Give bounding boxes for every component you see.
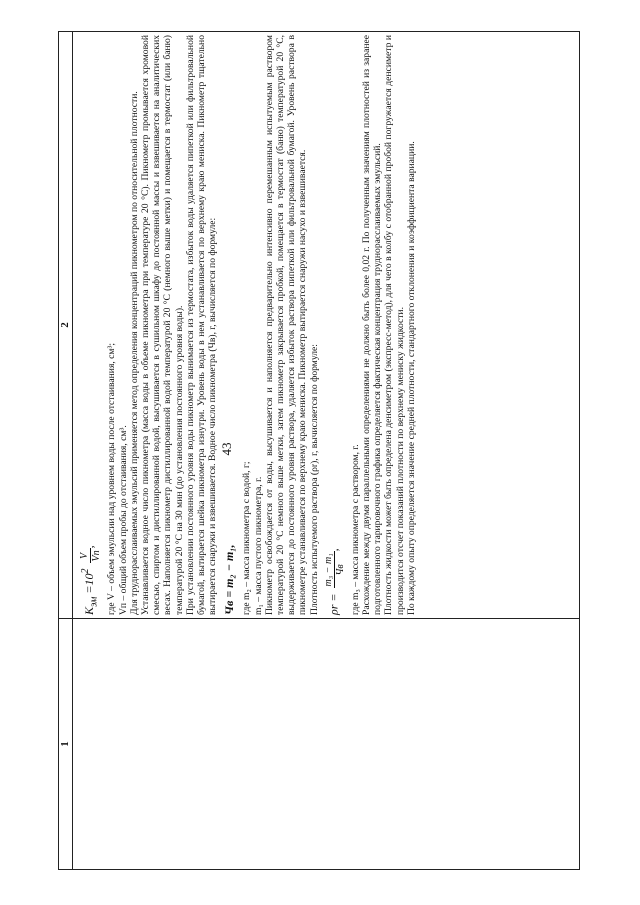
paragraph-intro: Для труднорасслаиваемых эмульсий применяется метод определения концентраций пикнометром по относительной плотности. xyxy=(128,91,140,615)
formula-kem-eq: =10 xyxy=(82,573,96,597)
paragraph-water-number: Устанавливается водное число пикнометра (масса воды в объеме пикнометра при температуре 20 °С). Пикнометр промывается хромовой смесью, спиртом и дистиллированной водой, высушивается в сушильном шкафу до постоянной массы и взвешивается на аналитических весах. Наполняется пикнометр дистиллированной водой температурой 20 °С (немного выше метки) и помещается в термостат (или баню) температурой 20 °С на 30 мин (до установления постоянного уровня воды). xyxy=(140,35,185,615)
definition-m2: где m₂ – масса пикнометра с водой, г; xyxy=(241,461,253,615)
paragraph-level: При установлении постоянного уровня воды пикнометр вынимается из термостата, избыток воды удаляется пипеткой или фильтровальной бумагой, вытирается шейка пикнометра изнутри. Уровень воды в нем устанавливается по верхнему краю мениска. Пикнометр тщательно вытирается снаружи и взвешивается. Водное число пикнометра (Чв), г, вычисляется по формуле: xyxy=(184,35,219,615)
column-1-cell xyxy=(73,619,580,870)
formula-kem: $К_{эм} =10^2$ V Vп , xyxy=(78,545,102,615)
formula-kem-numerator: V xyxy=(79,548,91,563)
formula-rho-denominator: Чв xyxy=(334,564,346,576)
formula-rho-fraction xyxy=(323,551,346,588)
definition-vn: Vп – общий объем пробы до отстаивания, см³. xyxy=(117,425,129,615)
paragraph-densimeter: Плотность жидкости может быть определена денсиметром (экспресс-метод), для чего в колбу с отобранной пробой погружается денсиметр и производится отсчет показаний плотности по верхнему мениску жидкости. xyxy=(383,35,406,615)
paragraph-discrepancy: Расхождение между двумя параллельными определениями не должно быть более 0,02 г. По полученным значениям плотностей из заранее подготовленного тарировочного графика определяется фактическая концентрация труднорасслаиваемых эмульсий. xyxy=(361,35,384,615)
formula-chv: Чв = m₂ − m₁, xyxy=(222,544,237,615)
column-header-2: 2 xyxy=(59,32,73,619)
method-text xyxy=(73,32,417,618)
paragraph-stats: По каждому опыту определяется значение средней плотности, стандартного отклонения и коэффициента вариации. xyxy=(405,141,417,615)
table-header-row xyxy=(59,32,73,870)
formula-kem-exp: 2 xyxy=(80,568,91,574)
definition-m1: m₁ – масса пустого пикнометра, г. xyxy=(252,476,264,615)
paragraph-density: Плотность испытуемого раствора (ρr), г, вычисляется по формуле: xyxy=(308,344,320,615)
formula-kem-denominator: Vп xyxy=(90,550,102,562)
column-2-cell xyxy=(73,32,580,619)
page-number: 43 xyxy=(219,442,234,456)
document-table xyxy=(58,31,580,870)
definition-v: где V – объем эмульсии над уровнем воды после отстаивания, см³; xyxy=(106,342,118,615)
formula-kem-fraction xyxy=(79,548,102,563)
definition-m3: где m₃ – масса пикнометра с раствором, г. xyxy=(349,444,361,615)
formula-rho: ρr = m₃ − m₁ Чв , xyxy=(322,548,346,615)
formula-kem-lhs: К xyxy=(82,607,96,615)
column-header-1: 1 xyxy=(59,619,73,870)
formula-rho-numerator: m₃ − m₁ xyxy=(322,553,334,587)
formula-rho-lhs: ρr = xyxy=(326,593,341,615)
paragraph-solution: Пикнометр освобождается от воды, высушивается и наполняется предварительно интенсивно перемешанным испытуемым раствором температурой 20 °С немного выше метки, затем пикнометр закрывается пробкой, помещается в термостат (баню) температурой 20 °С, выдерживается до постоянного уровня раствора, удаляется избыток раствора пипеткой или фильтровальной бумагой. Уровень раствора в пикнометре устанавливается по верхнему краю мениска. Пикнометр вытирается снаружи насухо и взвешивается. xyxy=(263,35,309,615)
formula-kem-lhs-sub: эм xyxy=(88,596,100,608)
table-body-row xyxy=(73,32,580,870)
rotated-page-content xyxy=(58,34,578,870)
